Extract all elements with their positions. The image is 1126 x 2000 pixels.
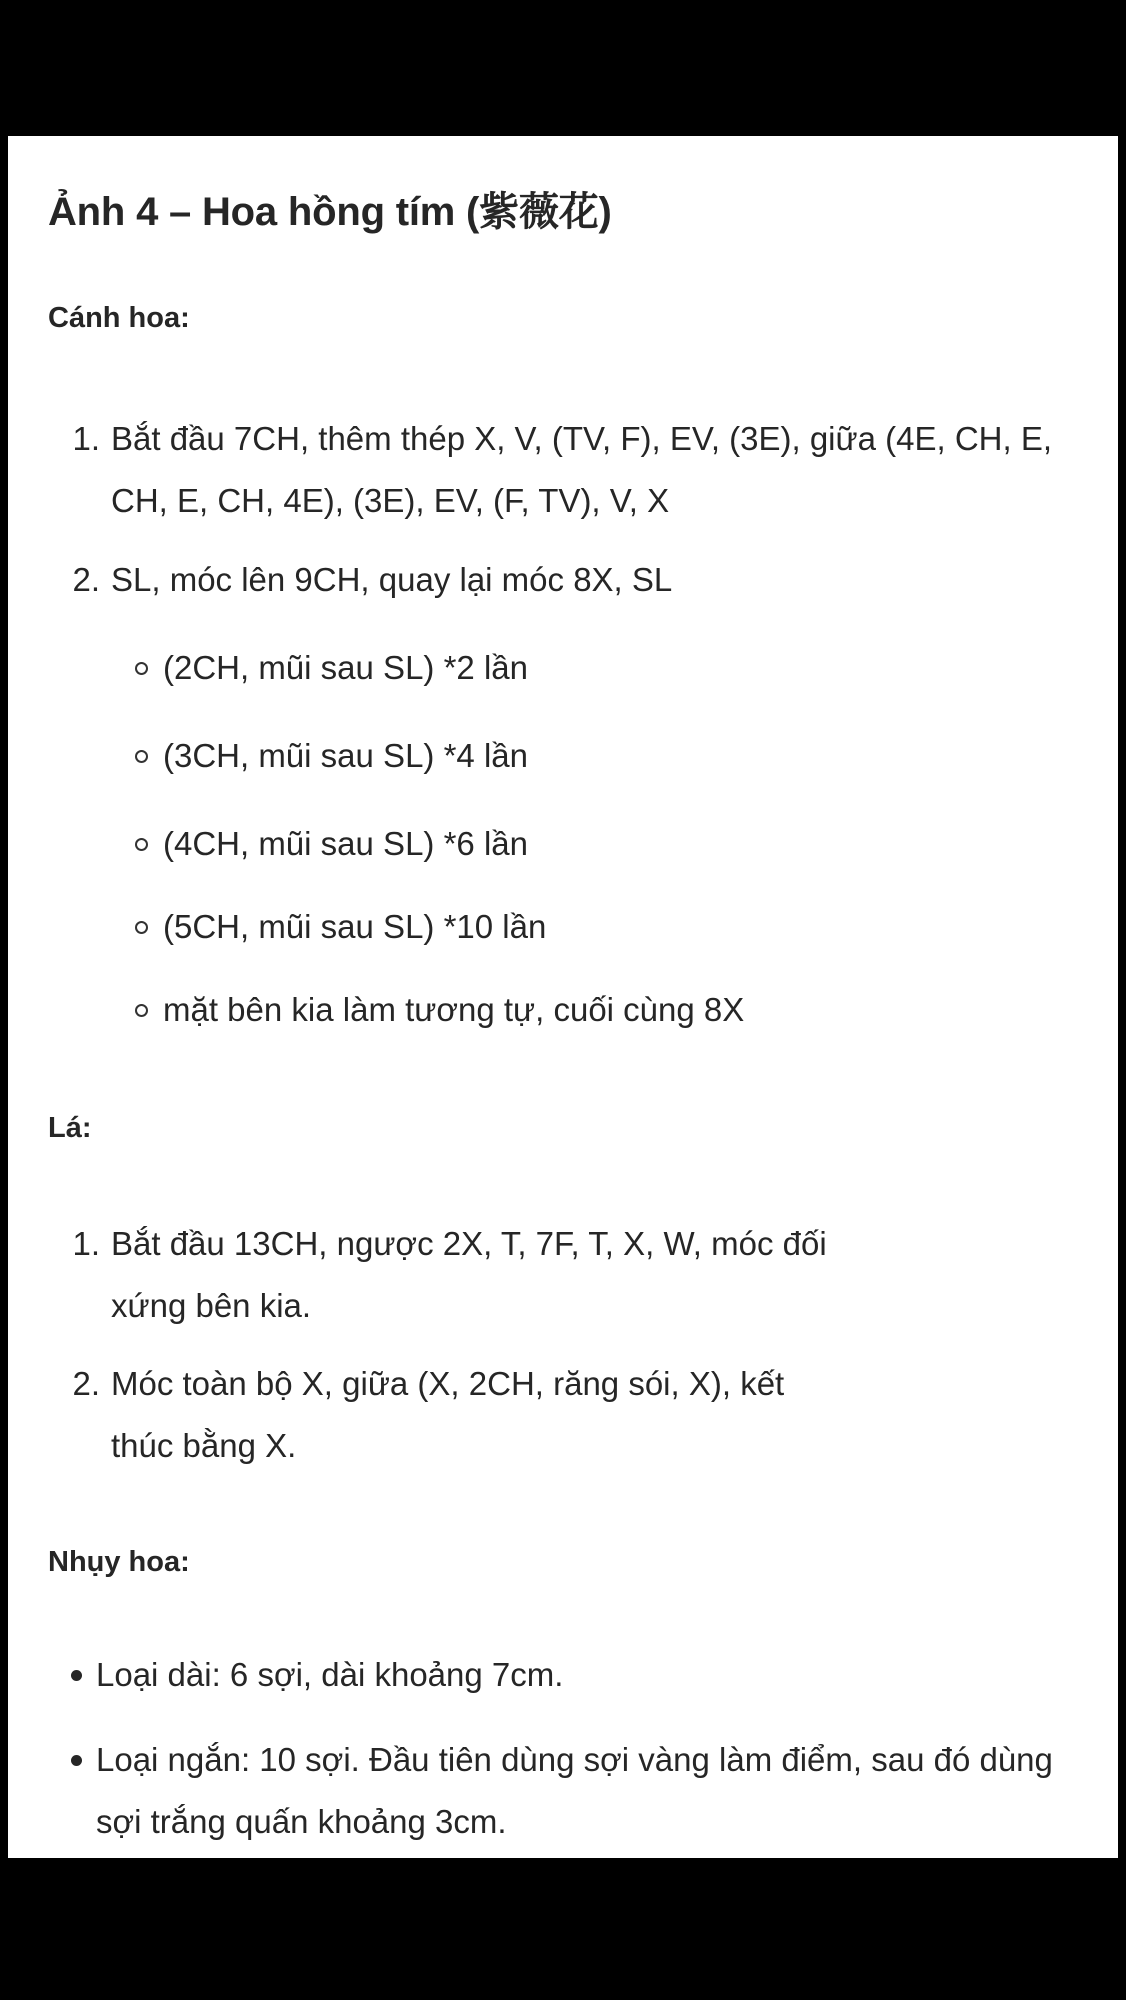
bullet-dot-icon — [71, 1755, 82, 1766]
list-item-text: Loại ngắn: 10 sợi. Đầu tiên dùng sợi vàng làm điểm, sau đó dùng sợi trắng quấn khoảng 3cm. — [96, 1741, 1053, 1840]
list-item-text: SL, móc lên 9CH, quay lại móc 8X, SL — [111, 561, 673, 598]
sub-list-item — [8, 648, 1118, 688]
circle-bullet-icon — [135, 662, 148, 675]
circle-bullet-icon — [135, 750, 148, 763]
petals-sub-list — [8, 824, 1118, 864]
list-number: 2. — [72, 561, 100, 598]
list-item — [8, 1644, 1118, 1706]
circle-bullet-icon — [135, 838, 148, 851]
sub-list-item-text: (4CH, mũi sau SL) *6 lần — [163, 825, 528, 862]
sub-list-item-text: (3CH, mũi sau SL) *4 lần — [163, 737, 528, 774]
leaf-step-list-2 — [8, 1353, 1118, 1477]
list-item — [8, 1353, 1118, 1477]
list-item — [8, 408, 1118, 532]
petals-sub-list — [8, 736, 1118, 776]
page-title: Ảnh 4 – Hoa hồng tím (紫薇花) — [48, 190, 612, 234]
petals-step-list-2 — [8, 549, 1118, 611]
list-item-text: Móc toàn bộ X, giữa (X, 2CH, răng sói, X), kết thúc bằng X. — [111, 1365, 785, 1464]
list-item-text: Bắt đầu 7CH, thêm thép X, V, (TV, F), EV, (3E), giữa (4E, CH, E, CH, E, CH, 4E), (3E), EV, (F, TV), V, X — [111, 420, 1052, 519]
sub-list-item — [8, 736, 1118, 776]
list-number: 1. — [72, 1225, 100, 1262]
list-item — [8, 1213, 1118, 1337]
list-number: 1. — [72, 420, 100, 457]
sub-list-item-text: (5CH, mũi sau SL) *10 lần — [163, 908, 547, 945]
document-page — [8, 136, 1118, 1858]
stamen-bullet-list — [8, 1644, 1118, 1706]
leaf-step-list — [8, 1213, 1118, 1337]
petals-step-list — [8, 408, 1118, 532]
sub-list-item-text: mặt bên kia làm tương tự, cuối cùng 8X — [163, 991, 745, 1028]
petals-sub-list — [8, 990, 1118, 1030]
sub-list-item — [8, 824, 1118, 864]
petals-sub-list — [8, 907, 1118, 947]
circle-bullet-icon — [135, 1004, 148, 1017]
section-heading-stamen: Nhụy hoa: — [48, 1546, 190, 1578]
list-number: 2. — [72, 1365, 100, 1402]
section-heading-petals: Cánh hoa: — [48, 302, 190, 334]
petals-sub-list — [8, 648, 1118, 688]
list-item-text: Loại dài: 6 sợi, dài khoảng 7cm. — [96, 1656, 564, 1693]
stamen-bullet-list-2 — [8, 1729, 1118, 1853]
list-item — [8, 549, 1118, 611]
section-heading-leaf: Lá: — [48, 1112, 92, 1144]
circle-bullet-icon — [135, 921, 148, 934]
sub-list-item — [8, 907, 1118, 947]
list-item-text: Bắt đầu 13CH, ngược 2X, T, 7F, T, X, W, móc đối xứng bên kia. — [111, 1225, 827, 1324]
list-item — [8, 1729, 1118, 1853]
sub-list-item-text: (2CH, mũi sau SL) *2 lần — [163, 649, 528, 686]
bullet-dot-icon — [71, 1670, 82, 1681]
sub-list-item — [8, 990, 1118, 1030]
